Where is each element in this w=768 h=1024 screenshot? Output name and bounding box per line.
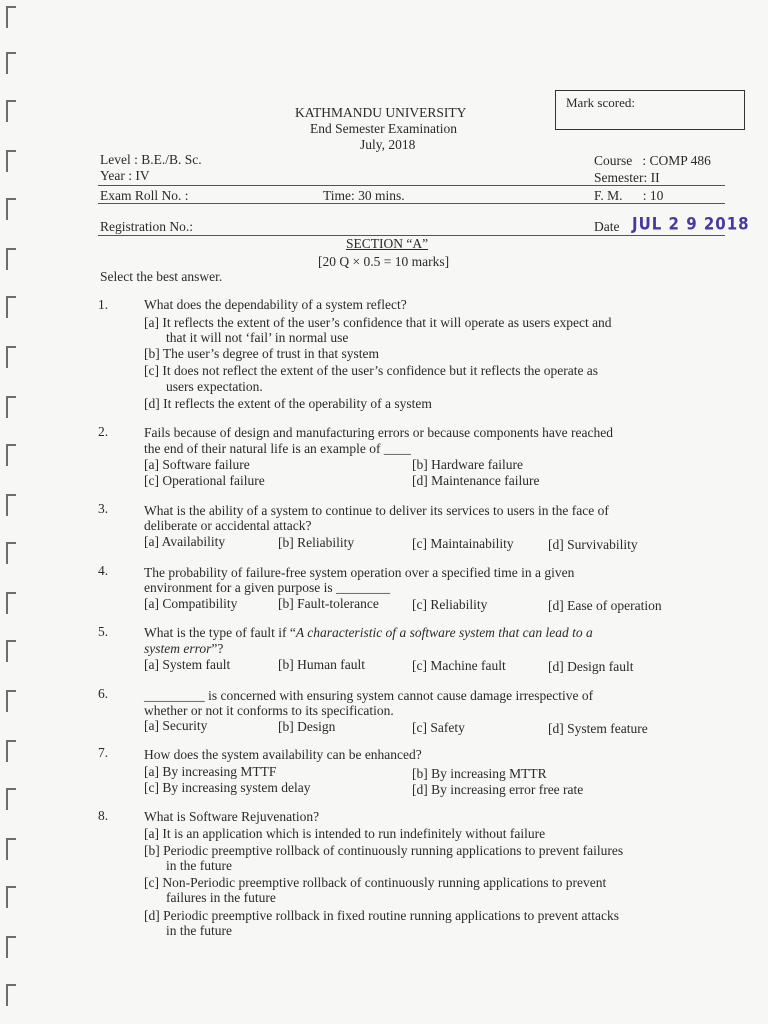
question-text: How does the system availability can be enhanced?: [144, 747, 422, 762]
question-text: [144, 625, 593, 641]
binding-hole: [6, 296, 16, 318]
question-text: What does the dependability of a system reflect?: [144, 297, 407, 312]
binding-hole: [6, 150, 16, 172]
semester-field: Semester: II: [594, 170, 660, 185]
option-a: [a] Security: [144, 718, 208, 733]
option-d: [d] It reflects the extent of the operability of a system: [144, 396, 432, 411]
question-text: What is the ability of a system to continue to deliver its services to users in the face of: [144, 503, 609, 518]
option-d: [d] Survivability: [548, 537, 638, 552]
option-b: [b] Fault-tolerance: [278, 596, 379, 611]
binding-hole: [6, 886, 16, 908]
option-d: [d] System feature: [548, 721, 648, 736]
binding-hole: [6, 6, 16, 28]
option-c: [c] It does not reflect the extent of the user’s confidence but it reflects the operate as: [144, 363, 599, 378]
quoted-definition: A characteristic of a software system that can lead to a: [295, 625, 593, 640]
option-a: [a] It is an application which is intended to run indefinitely without failure: [144, 826, 546, 841]
option-a: [a] By increasing MTTF: [144, 764, 277, 779]
course-field: Course : COMP 486: [594, 153, 711, 168]
option-b: [b] By increasing MTTR: [412, 766, 547, 781]
option-d: [d] Design fault: [548, 659, 634, 674]
option-d-continued: in the future: [166, 923, 232, 938]
mark-scored-box: [555, 90, 745, 130]
binding-hole: [6, 346, 16, 368]
question-text-continued: whether or not it conforms to its specification.: [144, 703, 394, 718]
date-label: Date: [594, 219, 620, 234]
question-text-continued: [144, 641, 223, 657]
binding-holes: [0, 0, 40, 1024]
section-title: SECTION “A”: [346, 236, 429, 251]
time-field: Time: 30 mins.: [323, 188, 405, 203]
binding-hole: [6, 936, 16, 958]
question-text-continued: deliberate or accidental attack?: [144, 518, 312, 533]
binding-hole: [6, 740, 16, 762]
question-number: 3.: [98, 501, 109, 516]
option-b: [b] Design: [278, 719, 336, 734]
binding-hole: [6, 640, 16, 662]
question-text-continued: the end of their natural life is an example of ____: [144, 441, 411, 456]
binding-hole: [6, 100, 16, 122]
section-marks: [20 Q × 0.5 = 10 marks]: [318, 254, 450, 269]
binding-hole: [6, 838, 16, 860]
binding-hole: [6, 198, 16, 220]
binding-hole: [6, 592, 16, 614]
question-number: 6.: [98, 686, 109, 701]
date-stamp: JUL 2 9 2018: [632, 213, 750, 235]
level-field: Level : B.E./B. Sc.: [100, 152, 202, 167]
option-b: [b] Hardware failure: [412, 457, 523, 472]
year-field: Year : IV: [100, 168, 150, 183]
option-d: [d] Maintenance failure: [412, 473, 540, 488]
option-c: [c] Machine fault: [412, 658, 506, 673]
full-marks-field: F. M. : 10: [594, 188, 664, 203]
option-b-continued: in the future: [166, 858, 232, 873]
question-number: 8.: [98, 808, 109, 823]
option-c: [c] By increasing system delay: [144, 780, 311, 795]
option-c: [c] Operational failure: [144, 473, 265, 488]
option-a-continued: that it will not ‘fail’ in normal use: [166, 330, 349, 345]
exam-session: July, 2018: [360, 137, 416, 152]
quoted-definition-continued: system error: [144, 641, 212, 656]
question-number: 1.: [98, 297, 109, 312]
binding-hole: [6, 984, 16, 1006]
binding-hole: [6, 52, 16, 74]
option-c: [c] Reliability: [412, 597, 488, 612]
option-a: [a] It reflects the extent of the user’s confidence that it will operate as users expect and: [144, 315, 612, 330]
option-a: [a] System fault: [144, 657, 231, 672]
question-text-continued: environment for a given purpose is ________: [144, 580, 390, 595]
binding-hole: [6, 788, 16, 810]
option-b: [b] Human fault: [278, 657, 365, 672]
binding-hole: [6, 396, 16, 418]
binding-hole: [6, 542, 16, 564]
option-c-continued: failures in the future: [166, 890, 276, 905]
option-a: [a] Software failure: [144, 457, 250, 472]
question-text: What is Software Rejuvenation?: [144, 809, 320, 824]
question-text: _________ is concerned with ensuring system cannot cause damage irrespective of: [144, 688, 594, 703]
option-b: [b] Periodic preemptive rollback of continuously running applications to prevent failures: [144, 843, 624, 858]
option-d: [d] Periodic preemptive rollback in fixed routine running applications to prevent attacks: [144, 908, 619, 923]
question-number: 5.: [98, 624, 109, 639]
binding-hole: [6, 444, 16, 466]
question-number: 7.: [98, 745, 109, 760]
binding-hole: [6, 494, 16, 516]
option-a: [a] Compatibility: [144, 596, 238, 611]
instruction-text: Select the best answer.: [100, 269, 223, 284]
option-b: [b] The user’s degree of trust in that system: [144, 346, 379, 361]
option-c: [c] Non-Periodic preemptive rollback of continuously running applications to prevent: [144, 875, 607, 890]
binding-hole: [6, 248, 16, 270]
exam-title: End Semester Examination: [310, 121, 457, 136]
question-number: 4.: [98, 563, 109, 578]
option-c-continued: users expectation.: [166, 379, 263, 394]
option-d: [d] By increasing error free rate: [412, 782, 584, 797]
question-text: The probability of failure-free system operation over a specified time in a given: [144, 565, 575, 580]
question-number: 2.: [98, 424, 109, 439]
mark-scored-label: Mark scored:: [566, 95, 635, 110]
question-text-suffix: ”?: [211, 641, 224, 656]
option-b: [b] Reliability: [278, 535, 355, 550]
binding-hole: [6, 690, 16, 712]
option-d: [d] Ease of operation: [548, 598, 662, 613]
option-a: [a] Availability: [144, 534, 226, 549]
registration-field: Registration No.:: [100, 219, 193, 234]
option-c: [c] Maintainability: [412, 536, 514, 551]
option-c: [c] Safety: [412, 720, 465, 735]
roll-no-field: Exam Roll No. :: [100, 188, 189, 203]
question-text-prefix: What is the type of fault if “: [144, 625, 296, 640]
question-text: Fails because of design and manufacturing errors or because components have reached: [144, 425, 613, 440]
university-name: KATHMANDU UNIVERSITY: [295, 105, 467, 120]
